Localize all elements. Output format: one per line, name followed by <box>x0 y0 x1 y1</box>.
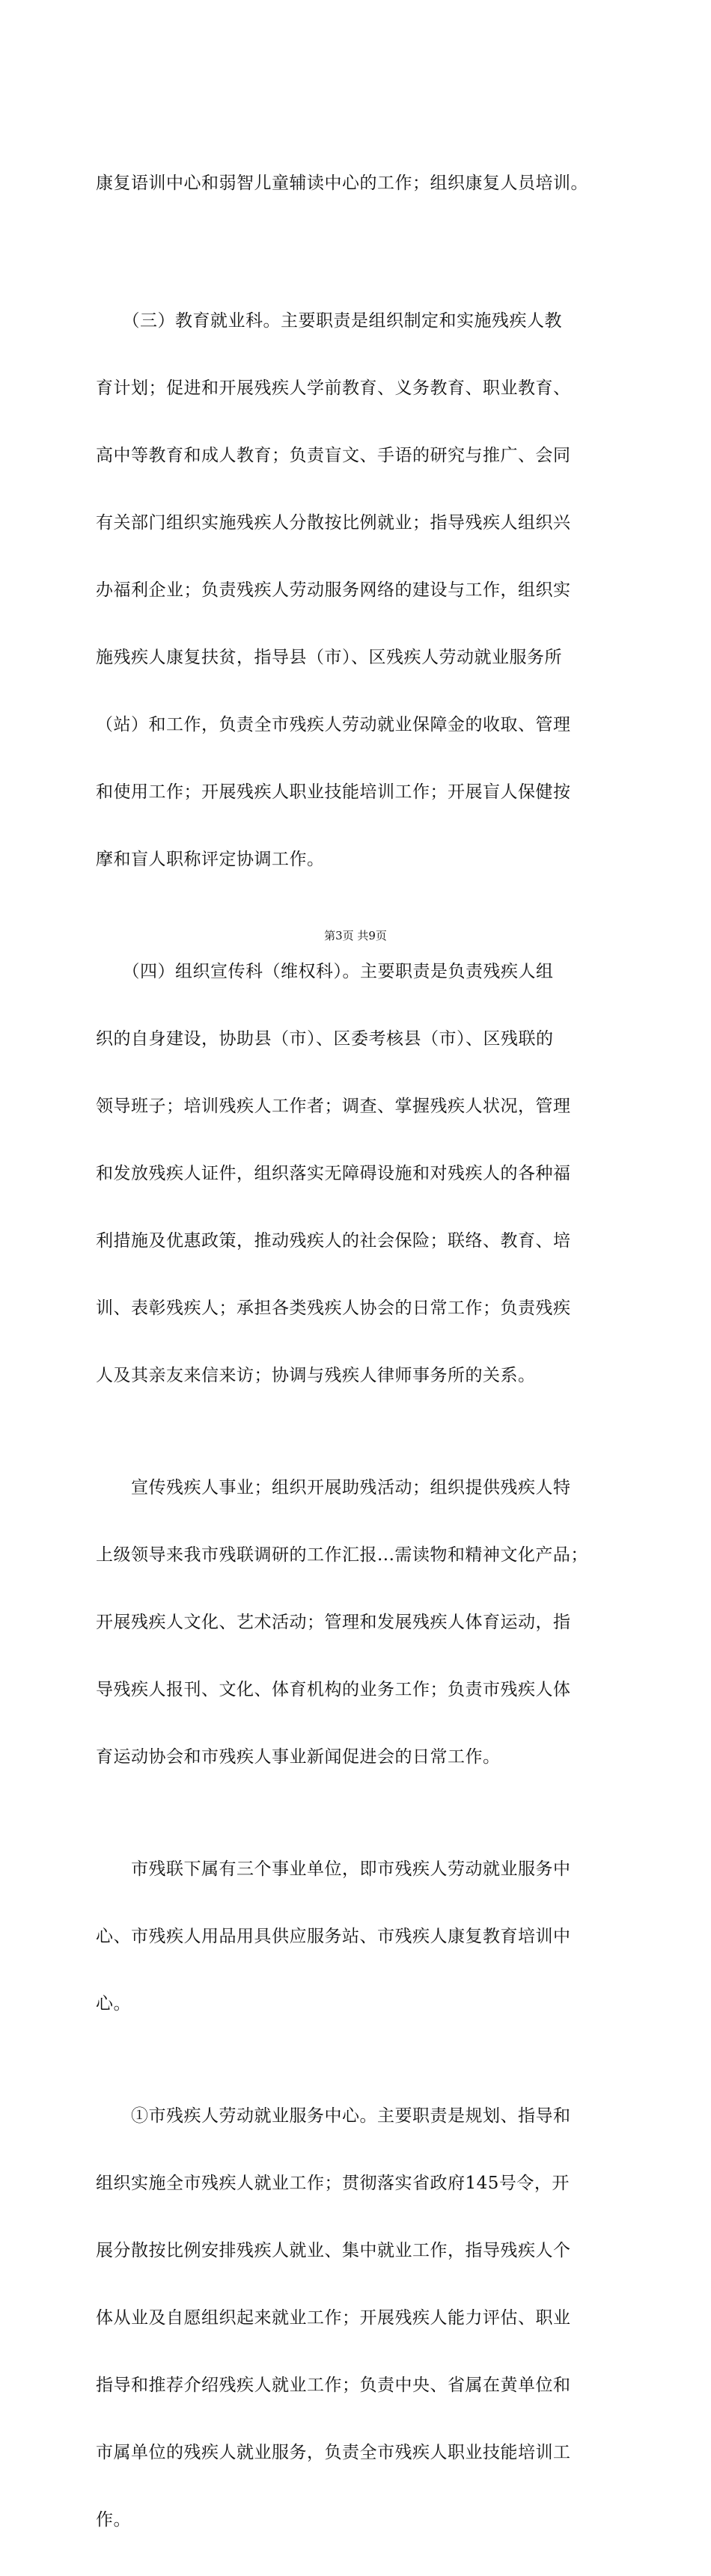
text-line: 作。 <box>96 2510 131 2530</box>
text-line: 育运动协会和市残疾人事业新闻促进会的日常工作。 <box>96 1747 501 1767</box>
text-line: 体从业及自愿组织起来就业工作；开展残疾人能力评估、职业 <box>96 2308 571 2328</box>
text-line: 宣传残疾人事业；组织开展助残活动；组织提供残疾人特 <box>96 1478 571 1497</box>
text-line: 利措施及优惠政策，推动残疾人的社会保险；联络、教育、培 <box>96 1231 571 1251</box>
paragraph-5 <box>96 1813 629 2060</box>
text-line: 康复语训中心和弱智儿童辅读中心的工作；组织康复人员培训。 <box>96 174 588 193</box>
text-line: 和使用工作；开展残疾人职业技能培训工作；开展盲人保健按 <box>96 782 571 802</box>
document-body <box>96 127 629 2576</box>
text-line: 展分散按比例安排残疾人就业、集中就业工作，指导残疾人个 <box>96 2241 571 2260</box>
text-line: 训、表彰残疾人；承担各类残疾人协会的日常工作；负责残疾 <box>96 1298 571 1318</box>
text-line: 开展残疾人文化、艺术活动；管理和发展残疾人体育运动，指 <box>96 1613 571 1632</box>
text-line: 组织实施全市残疾人就业工作；贯彻落实省政府145号令，开 <box>96 2174 570 2193</box>
text-line: 上级领导来我市残联调研的工作汇报...需读物和精神文化产品； <box>96 1545 588 1565</box>
text-line: 市残联下属有三个事业单位，即市残疾人劳动就业服务中 <box>96 1859 571 1879</box>
text-line: 市属单位的残疾人就业服务，负责全市残疾人职业技能培训工 <box>96 2443 571 2462</box>
page-footer <box>0 927 711 943</box>
paragraph-6 <box>96 2060 629 2576</box>
text-line: 心、市残疾人用品用具供应服务站、市残疾人康复教育培训中 <box>96 1927 571 1946</box>
text-line: 导残疾人报刊、文化、体育机构的业务工作；负责市残疾人体 <box>96 1680 571 1699</box>
text-line: 心。 <box>96 1994 131 2014</box>
paragraph-gap <box>96 239 629 265</box>
text-line: 有关部门组织实施残疾人分散按比例就业；指导残疾人组织兴 <box>96 513 571 533</box>
paragraph-4 <box>96 1432 629 1813</box>
text-line: ①市残疾人劳动就业服务中心。主要职责是规划、指导和 <box>96 2106 571 2126</box>
text-line: 人及其亲友来信来访；协调与残疾人律师事务所的关系。 <box>96 1366 536 1385</box>
text-line: （三）教育就业科。主要职责是组织制定和实施残疾人教 <box>96 311 562 331</box>
paragraph-1 <box>96 127 629 239</box>
paragraph-2 <box>96 265 629 916</box>
text-line: 摩和盲人职称评定协调工作。 <box>96 850 325 869</box>
paragraph-3 <box>96 916 629 1432</box>
text-line: 育计划；促进和开展残疾人学前教育、义务教育、职业教育、 <box>96 378 571 398</box>
text-line: 和发放残疾人证件，组织落实无障碍设施和对残疾人的各种福 <box>96 1164 571 1183</box>
text-line: （四）组织宣传科（维权科）。主要职责是负责残疾人组 <box>96 962 554 981</box>
page-number: 第3页 共9页 <box>324 929 387 942</box>
text-line: 高中等教育和成人教育；负责盲文、手语的研究与推广、会同 <box>96 446 571 465</box>
text-line: 办福利企业；负责残疾人劳动服务网络的建设与工作，组织实 <box>96 580 571 600</box>
text-line: 织的自身建设，协助县（市）、区委考核县（市）、区残联的 <box>96 1029 554 1049</box>
text-line: （站）和工作，负责全市残疾人劳动就业保障金的收取、管理 <box>96 715 571 735</box>
text-line: 领导班子；培训残疾人工作者；调查、掌握残疾人状况，管理 <box>96 1097 571 1116</box>
text-line: 施残疾人康复扶贫，指导县（市）、区残疾人劳动就业服务所 <box>96 648 562 667</box>
text-line: 指导和推荐介绍残疾人就业工作；负责中央、省属在黄单位和 <box>96 2376 571 2395</box>
